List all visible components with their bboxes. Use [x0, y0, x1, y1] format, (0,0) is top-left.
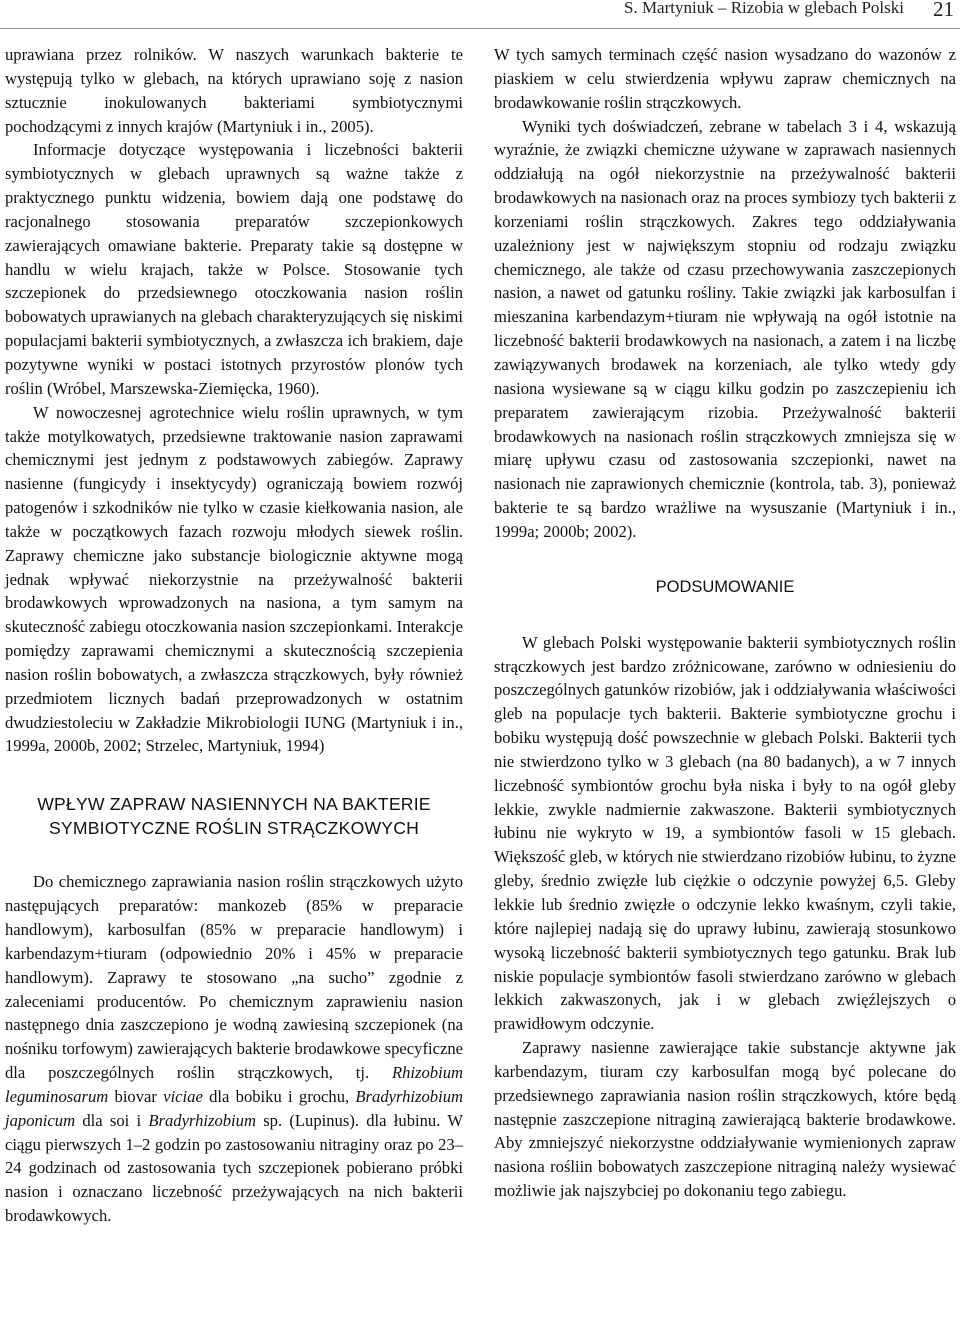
paragraph: uprawiana przez rolników. W naszych warunkach bakterie te występują tylko w glebach, na których uprawiano soję z nasion sztucznie inokulowanych bakteriami symbiotycznymi pochodzącymi z innych krajów (Martyniuk i in., 2005). — [5, 45, 463, 136]
running-title: S. Martyniuk – Rizobia w glebach Polski — [623, 0, 904, 17]
species-name: Rhizobium leguminosarum — [5, 1063, 463, 1106]
text-run: Do chemicznego zaprawiania nasion roślin strączkowych użyto następujących preparatów: mankozeb (85% w preparacie handlowym), karbosulfan (85% w preparacie handlowym) i karbendazym+tiuram (odpowiednio 20% i 45% w preparacie handlowym). Zaprawy te stosowano „na sucho” zgodnie z zaleceniami producentów. Po chemicznym zaprawieniu nasion następnego dnia zaszczepiono je wodną zawiesiną szczepionek (na nośniku torfowym) zawierających bakterie brodawkowe specyficzne dla poszczególnych roślin strączkowych, tj. — [5, 872, 463, 1083]
species-name: Bradyrhizobium — [148, 1110, 256, 1130]
page-header — [0, 0, 960, 22]
paragraph: Wyniki tych doświadczeń, zebrane w tabelach 3 i 4, wskazują wyraźnie, że związki chemiczne używane w zaprawach nasiennych oddziałują na ogół niekorzystnie na przeżywalność bakterii brodawkowych na nasionach oraz na proces symbiozy tych bakterii z korzeniami roślin strączkowych. Zakres tego oddziaływania uzależniony jest w największym stopniu od rodzaju związku chemicznego, ale także od czasu przechowywania zaszczepionych nasion, a nawet od gatunku rośliny. Takie związki jak karbosulfan i mieszanina karbendazym+tiuram nie wpływają na ogół istotnie na liczebność bakterii brodawkowych na nasionach, a zatem i na liczbę zawiązywanych brodawek na korzeniach, ale tylko wtedy gdy nasiona wysiewane są w ciągu kilku godzin po zaszczepieniu ich preparatem zawierającym rizobia. Przeżywalność bakterii brodawkowych na nasionach roślin strączkowych zmniejsza się w miarę upływu czasu od zastosowania szczepionki, nawet na nasionach nie zaprawionych chemicznie (kontrola, tab. 3), ponieważ bakterie te są bardzo wrażliwe na wysuszanie (Martyniuk i in., 1999a; 2000b; 2002). — [494, 116, 956, 541]
section-heading — [5, 792, 463, 840]
text-run: dla bobiku i grochu, — [202, 1086, 356, 1106]
paragraph: W tych samych terminach część nasion wysadzano do wazonów z piaskiem w celu stwierdzenia wpływu zapraw chemicznych na brodawkowanie roślin strączkowych. — [494, 45, 956, 112]
species-name: Bradyrhizobium japonicum — [5, 1086, 463, 1130]
section-heading-line: SYMBIOTYCZNE ROŚLIN STRĄCZKOWYCH — [48, 818, 420, 839]
paragraph: W nowoczesnej agrotechnice wielu roślin uprawnych, w tym także motylkowatych, przedsiewne traktowanie nasion zaprawami chemicznymi jest jednym z podstawowych zabiegów. Zaprawy nasienne (fungicydy i insektycydy) ograniczają bowiem rozwój patogenów i szkodników nie tylko w czasie kiełkowania nasion, ale także w początkowych fazach rozwoju młodych siewek roślin. Zaprawy chemiczne jako substancje biologicznie aktywne mogą jednak wpływać niekorzystnie na przeżywalność bakterii brodawkowych wprowadzonych na nasiona, a tym samym na skuteczność zabiegu otoczkowania nasion szczepionkami. Interakcje pomiędzy zaprawami chemicznymi a skutecznością szczepienia nasion roślin bobowatych, a zwłaszcza strączkowych, były również przedmiotem licznych badań przeprowadzonych w ostatnim dwudziestoleciu w Zakładzie Mikrobiologii IUNG (Martyniuk i in., 1999a, 2000b, 2002; Strzelec, Martyniuk, 1994) — [5, 402, 463, 756]
text-run: dla soi i — [75, 1110, 149, 1130]
right-column — [494, 43, 956, 1203]
paragraph — [5, 870, 463, 1228]
header-rule — [0, 28, 960, 29]
paragraph: Informacje dotyczące występowania i liczebności bakterii symbiotycznych w glebach uprawnych są ważne także z praktycznego punktu widzenia, bowiem dają one podstawę do racjonalnego stosowania preparatów szczepionkowych zawierających omawiane bakterie. Preparaty takie są dostępne w handlu w wielu krajach, także w Polsce. Stosowanie tych szczepionek do przedsiewnego otoczkowania nasion roślin bobowatych uprawianych na glebach charakteryzujących się niskimi populacjami bakterii symbiotycznych, a zwłaszcza ich brakiem, daje pozytywne wyniki w postaci istotnych przyrostów plonów tych roślin (Wróbel, Marszewska-Ziemięcka, 1960). — [5, 140, 463, 398]
species-name: viciae — [163, 1086, 203, 1106]
text-run: biovar — [108, 1086, 164, 1106]
left-column — [5, 43, 463, 1228]
page-number: 21 — [933, 0, 954, 21]
paragraph: W glebach Polski występowanie bakterii symbiotycznych roślin strączkowych jest bardzo zróżnicowane, zarówno w odniesieniu do poszczególnych gatunków rizobiów, jak i oddziaływania właściwości gleb na populacje tych bakterii. Bakterie symbiotyczne grochu i bobiku występują dość powszechnie w glebach Polski. Bakterii tych nie stwierdzono tylko w 3 glebach (na 80 badanych), a w 7 innych liczebność symbiontów grochu była niska i były to na ogół gleby lekkie, zwykle nadmiernie zakwaszone. Bakterii symbiotycznych łubinu nie wykryto w 19, a symbiontów fasoli w 15 glebach. Większość gleb, w których nie stwierdzano rizobiów łubinu, to żyzne gleby, średnio zwięzłe lub ciężkie o odczynie powyżej 6,5. Gleby lekkie lub średnio zwięzłe o odczynie lekko kwaśnym, czyli takie, które najlepiej nadają się do uprawy łubinu, zawierają stosunkowo wysoką liczebność bakterii symbiotycznych tego gatunku. Brak lub niskie populacje symbiontów fasoli stwierdzano zarówno w glebach lekkich zakwaszonych, jak i w glebach zwięźlejszych o prawidłowym odczynie. — [494, 632, 956, 1034]
text-run: sp. (Lupinus). dla łubinu. W ciągu pierwszych 1–2 godzin po zastosowaniu nitraginy oraz po 23–24 godzinach od zastosowania tych szczepionek pobierano próbki nasion i oznaczano liczebność przeżywających na nich bakterii brodawkowych. — [5, 1110, 463, 1226]
paragraph: Zaprawy nasienne zawierające takie substancje aktywne jak karbendazym, tiuram czy karbosulfan mogą być polecane do przedsiewnego zaprawiania nasion roślin strączkowych, które będą następnie zaszczepione nitraginą zawierającą bakterie brodawkowe. Aby zmniejszyć niekorzystne oddziaływanie wymienionych zapraw nasiona rośliin bobowatych zaszczepione nitraginą należy wysiewać możliwie jak najszybciej po dokonaniu tego zabiegu. — [494, 1038, 956, 1201]
section-heading-line: WPŁYW ZAPRAW NASIENNYCH NA BAKTERIE — [37, 794, 431, 815]
section-heading: PODSUMOWANIE — [655, 577, 795, 596]
